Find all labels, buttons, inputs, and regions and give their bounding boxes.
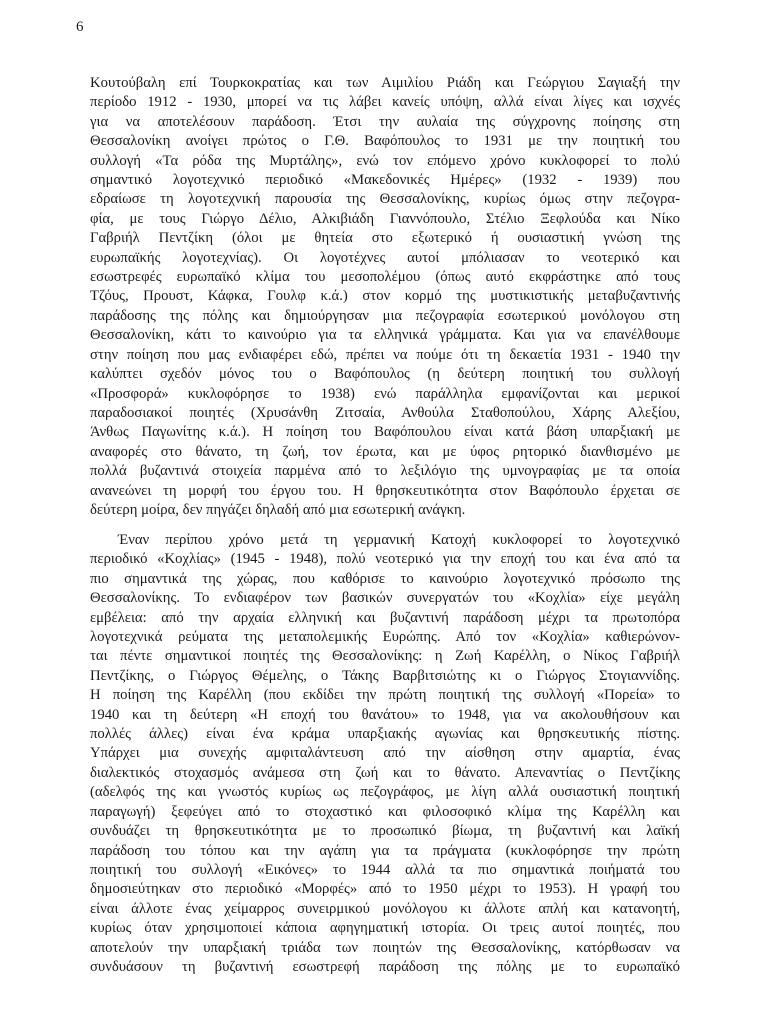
text-line: πολλά βυζαντινά στοιχεία παρμένα από το λεξιλόγιο της υμνογραφίας με τα οποία [90,463,680,480]
text-line: Θεσσαλονίκης. Το ενδιαφέρον των βασικών συνεργατών του «Κοχλία» είχε μεγάλη [90,590,680,607]
text-line: πιο σημαντικά της χώρας, που καθόρισε το καινούριο λογοτεχνικό πρόσωπο της [90,570,680,587]
text-line: ανανεώνει τη μορφή του έργου του. Η θρησκευτικότητα στον Βαφόπουλο έρχεται σε [90,482,680,499]
text-line: αναφορές στο θάνατο, τη ζωή, τον έρωτα, και με ύφος ρητορικό διανθισμένο με [90,443,680,460]
text-line: παραδοσιακοί ποιητές (Χρυσάνθη Ζιτσαία, Ανθούλα Σταθοπούλου, Χάρης Αλεξίου, [90,404,680,421]
text-line: παράδοση του τόπου και την αγάπη για τα πράγματα (κυκλοφόρησε την πρώτη [90,842,680,859]
paragraph-2 [90,531,680,977]
text-line: για να αποτελέσουν παράδοση. Έτσι την αυλαία της σύγχρονης ποίησης στη [90,113,680,130]
text-line: Άνθως Παγωνίτης κ.ά.). Η ποίηση του Βαφόπουλου είναι κατά βάση υπαρξιακή με [90,424,680,441]
page-number: 6 [76,19,84,35]
text-line: παράδοσης της πόλης και δημιούργησαν μια πεζογραφία εσωτερικού μονόλογου στη [90,307,680,324]
text-line: «Προσφορά» κυκλοφόρησε το 1938) ενώ παράλληλα εμφανίζονται και μερικοί [90,385,680,402]
text-line: εδραίωσε τη λογοτεχνική παρουσία της Θεσσαλονίκης, κυρίως όμως στην πεζογρα- [90,191,680,208]
text-line: Η ποίηση της Καρέλλη (που εκδίδει την πρώτη ποιητική της συλλογή «Πορεία» το [90,687,680,704]
text-line: Υπάρχει μια συνεχής αμφιταλάντευση από την αίσθηση στην αμαρτία, ένας [90,745,680,762]
text-line: Πεντζίκης, ο Γιώργος Θέμελης, ο Τάκης Βαρβιτσιώτης κι ο Γιώργος Στογιαννίδης. [90,667,680,684]
text-line: λογοτεχνικά ρεύματα της μεταπολεμικής Ευρώπης. Από τον «Κοχλία» καθιερώνον- [90,629,680,646]
text-line: αποτελούν την υπαρξιακή τριάδα των ποιητών της Θεσσαλονίκης, κατόρθωσαν να [90,939,680,956]
text-line: παραγωγή) ξεφεύγει από το στοχαστικό και φιλοσοφικό κλίμα της Καρέλλη και [90,803,680,820]
text-line: Γαβριήλ Πεντζίκη (όλοι με θητεία στο εξωτερικό ή ουσιαστική γνώση της [90,230,680,247]
text-line: καλύπτει σχεδόν μόνος του ο Βαφόπουλος (η δεύτερη ποιητική του συλλογή [90,366,680,383]
text-line: κυρίως όταν χρησιμοποιεί κάποια αφηγηματική ιστορία. Οι τρεις αυτοί ποιητές, που [90,920,680,937]
paragraph-1 [90,74,680,520]
text-line: Έναν περίπου χρόνο μετά τη γερμανική Κατοχή κυκλοφορεί το λογοτεχνικό [118,532,680,548]
text-line: διαλεκτικός στοχασμός ανάμεσα στη ζωή και το θάνατο. Απεναντίας ο Πεντζίκης [90,764,680,781]
text-line: (αδελφός της και γνωστός κυρίως ως πεζογράφος, με λίγη αλλά ουσιαστική ποιητική [90,784,680,801]
text-line: περίοδο 1912 - 1930, μπορεί να τις λάβει κανείς υπόψη, αλλά είναι λίγες και ισχνές [90,94,680,111]
text-line: φία, με τους Γιώργο Δέλιο, Αλκιβιάδη Γιαννόπουλο, Στέλιο Ξεφλούδα και Νίκο [90,210,680,227]
text-line: 1940 και τη δεύτερη «Η εποχή του θανάτου» το 1948, για να ακολουθήσουν και [90,706,680,723]
text-line: είναι άλλοτε ένας χείμαρρος συνειρμικού μονόλογου κι άλλοτε απλή και κατανοητή, [90,900,680,917]
text-line: Τζόυς, Προυστ, Κάφκα, Γουλφ κ.ά.) στον κορμό της μυστικιστικής μεταβυζαντινής [90,288,680,305]
text-line: πολλές άλλες) είναι ένα κράμα υπαρξιακής αγωνίας και θρησκευτικής πίστης. [90,726,680,743]
text-line: δεύτερη μοίρα, δεν πηγάζει δηλαδή από μια εσωτερική ανάγκη. [90,501,466,518]
text-line: συνδυάσουν τη βυζαντινή εσωστρεφή παράδοση της πόλης με το ευρωπαϊκό [90,958,680,975]
text-line: εμβέλεια: από την αρχαία ελληνική και βυζαντινή παράδοση μέχρι τα πρωτοπόρα [90,609,680,626]
text-line: Θεσσαλονίκη, κάτι το καινούριο για τα ελληνικά γράμματα. Και για να επανέλθουμε [90,327,680,344]
text-line: εσωστρεφές ευρωπαϊκό κλίμα του μεσοπολέμου (όπως αυτό εκφράστηκε από τους [90,269,680,286]
text-line: στην ποίηση που μας ενδιαφέρει εδώ, πρέπει να πούμε ότι τη δεκαετία 1931 - 1940 την [90,346,680,363]
text-line: περιοδικό «Κοχλίας» (1945 - 1948), πολύ νεοτερικό για την εποχή του και ένα από τα [90,551,680,568]
text-line: Θεσσαλονίκη ανοίγει πρώτος ο Γ.Θ. Βαφόπουλος το 1931 με την ποιητική του [90,133,680,150]
text-line: δημοσιεύτηκαν στο περιοδικό «Μορφές» από το 1950 μέχρι το 1953). Η γραφή του [90,881,680,898]
text-line: συνδυάζει τη θρησκευτικότητα με το προσωπικό βίωμα, τη βυζαντινή και λαϊκή [90,823,680,840]
text-line: Κουτούβαλη επί Τουρκοκρατίας και των Αιμιλίου Ριάδη και Γεώργιου Σαγιαξή την [90,75,680,91]
text-line: ευρωπαϊκής λογοτεχνίας). Οι λογοτέχνες αυτοί μπόλιασαν το νεοτερικό και [90,249,680,266]
text-line: συλλογή «Τα ρόδα της Μυρτάλης», ενώ τον επόμενο χρόνο κυκλοφορεί το πολύ [90,152,680,169]
text-line: ται πέντε σημαντικοί ποιητές της Θεσσαλονίκης: η Ζωή Καρέλλη, ο Νίκος Γαβριήλ [90,648,680,665]
text-line: ποιητική του συλλογή «Εικόνες» το 1944 αλλά τα πιο σημαντικά ποιήματά του [90,861,680,878]
text-line: σημαντικό λογοτεχνικό περιοδικό «Μακεδονικές Ημέρες» (1932 - 1939) που [90,172,680,189]
